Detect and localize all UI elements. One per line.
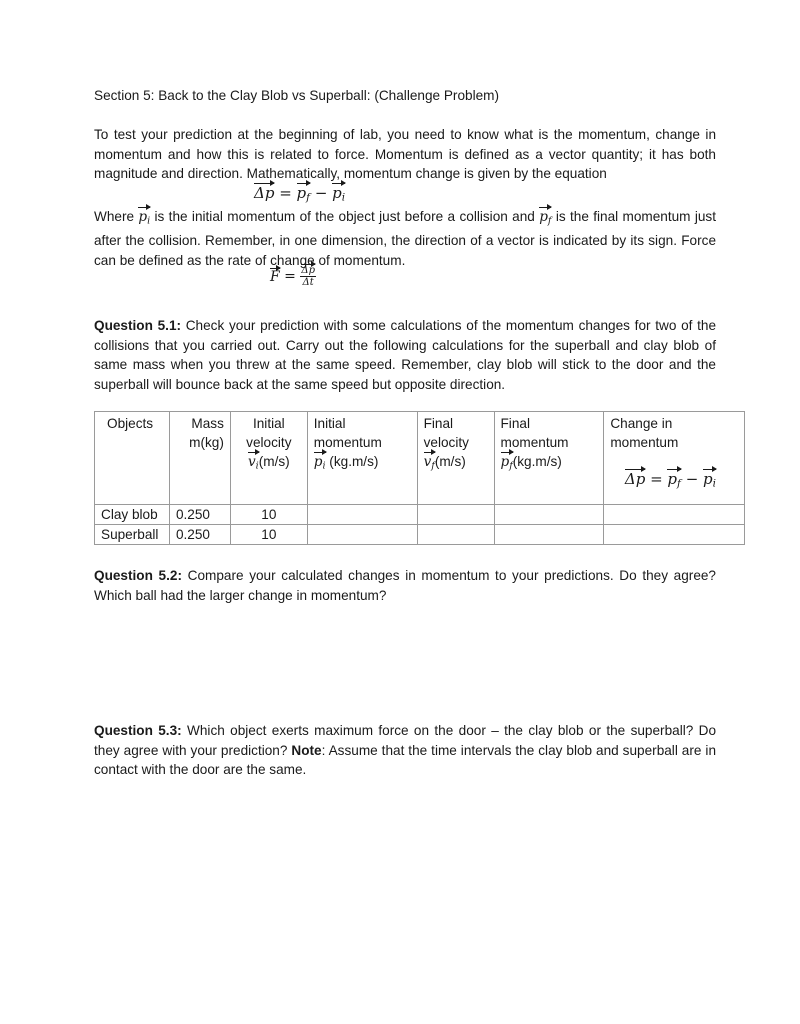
intro-paragraph: To test your prediction at the beginning of lab, you need to know what is the momentum, change in momentum and how this is related to force. Momentum is defined as a vector quantity; it has both magnitude and direction. Mathematically, momentum change is given by the equation	[94, 127, 716, 182]
where-paragraph: Where $p_i$ is the initial momentum of the object just before a collision and $p_f$ is the final momentum just after the collision. Remember, in one dimension, the direction of a vector is indicated by its sign. Force can be defined as the rate of change of momentum.	[94, 209, 717, 268]
cell-mass: 0.250	[169, 525, 230, 545]
cell-initial-velocity: 10	[230, 505, 307, 525]
question-5-1: Question 5.1: Check your prediction with some calculations of the momentum changes for two of the collisions that you carried out. Carry out the following calculations for the superball and clay blob of same mass when you threw at the same speed. Remember, clay blob will stick to the door and the superball will bounce back at the same speed but opposite direction.	[94, 318, 717, 392]
cell-change-momentum[interactable]	[604, 525, 745, 545]
header-mass: Mass m(kg)	[169, 412, 230, 505]
momentum-change-equation: $\Delta p = p_f - p_i$	[254, 184, 346, 204]
question-5-3: Question 5.3: Which object exerts maximum force on the door – the clay blob or the superball? Do they agree with your prediction? Note: Assume that the time intervals the clay blob and superball are in contact with the door are the same.	[94, 723, 717, 778]
table-header-row	[95, 412, 745, 505]
pi-vector-symbol: $p_i$	[138, 209, 150, 225]
cell-initial-velocity: 10	[230, 525, 307, 545]
cell-object: Clay blob	[95, 505, 170, 525]
table-row	[95, 525, 745, 545]
cell-initial-momentum[interactable]	[307, 525, 417, 545]
momentum-table	[94, 411, 745, 545]
pf-vector-symbol: $p_f$	[539, 209, 551, 225]
question-5-2: Question 5.2: Compare your calculated changes in momentum to your predictions. Do they agree? Which ball had the larger change in momentum?	[94, 568, 716, 603]
cell-initial-momentum[interactable]	[307, 505, 417, 525]
table-row	[95, 505, 745, 525]
header-change-in-momentum: Change in momentum $\Delta p = p_f - p_i$	[604, 412, 745, 505]
force-equation: F = $\frac{\Delta p}{\Delta t}$	[270, 265, 315, 288]
cell-change-momentum[interactable]	[604, 505, 745, 525]
cell-mass: 0.250	[169, 505, 230, 525]
cell-final-momentum[interactable]	[494, 505, 604, 525]
header-initial-momentum: Initial momentum $p_i$ (kg.m/s)	[307, 412, 417, 505]
cell-final-velocity[interactable]	[417, 525, 494, 545]
cell-final-momentum[interactable]	[494, 525, 604, 545]
cell-final-velocity[interactable]	[417, 505, 494, 525]
header-final-velocity: Final velocity $v_f(m/s)$	[417, 412, 494, 505]
header-initial-velocity: Initial velocity $v_i(m/s)$	[230, 412, 307, 505]
header-objects: Objects	[95, 412, 170, 505]
cell-object: Superball	[95, 525, 170, 545]
header-final-momentum: Final momentum $p_f(kg.m/s)$	[494, 412, 604, 505]
section-title: Section 5: Back to the Clay Blob vs Superball: (Challenge Problem)	[94, 88, 499, 103]
